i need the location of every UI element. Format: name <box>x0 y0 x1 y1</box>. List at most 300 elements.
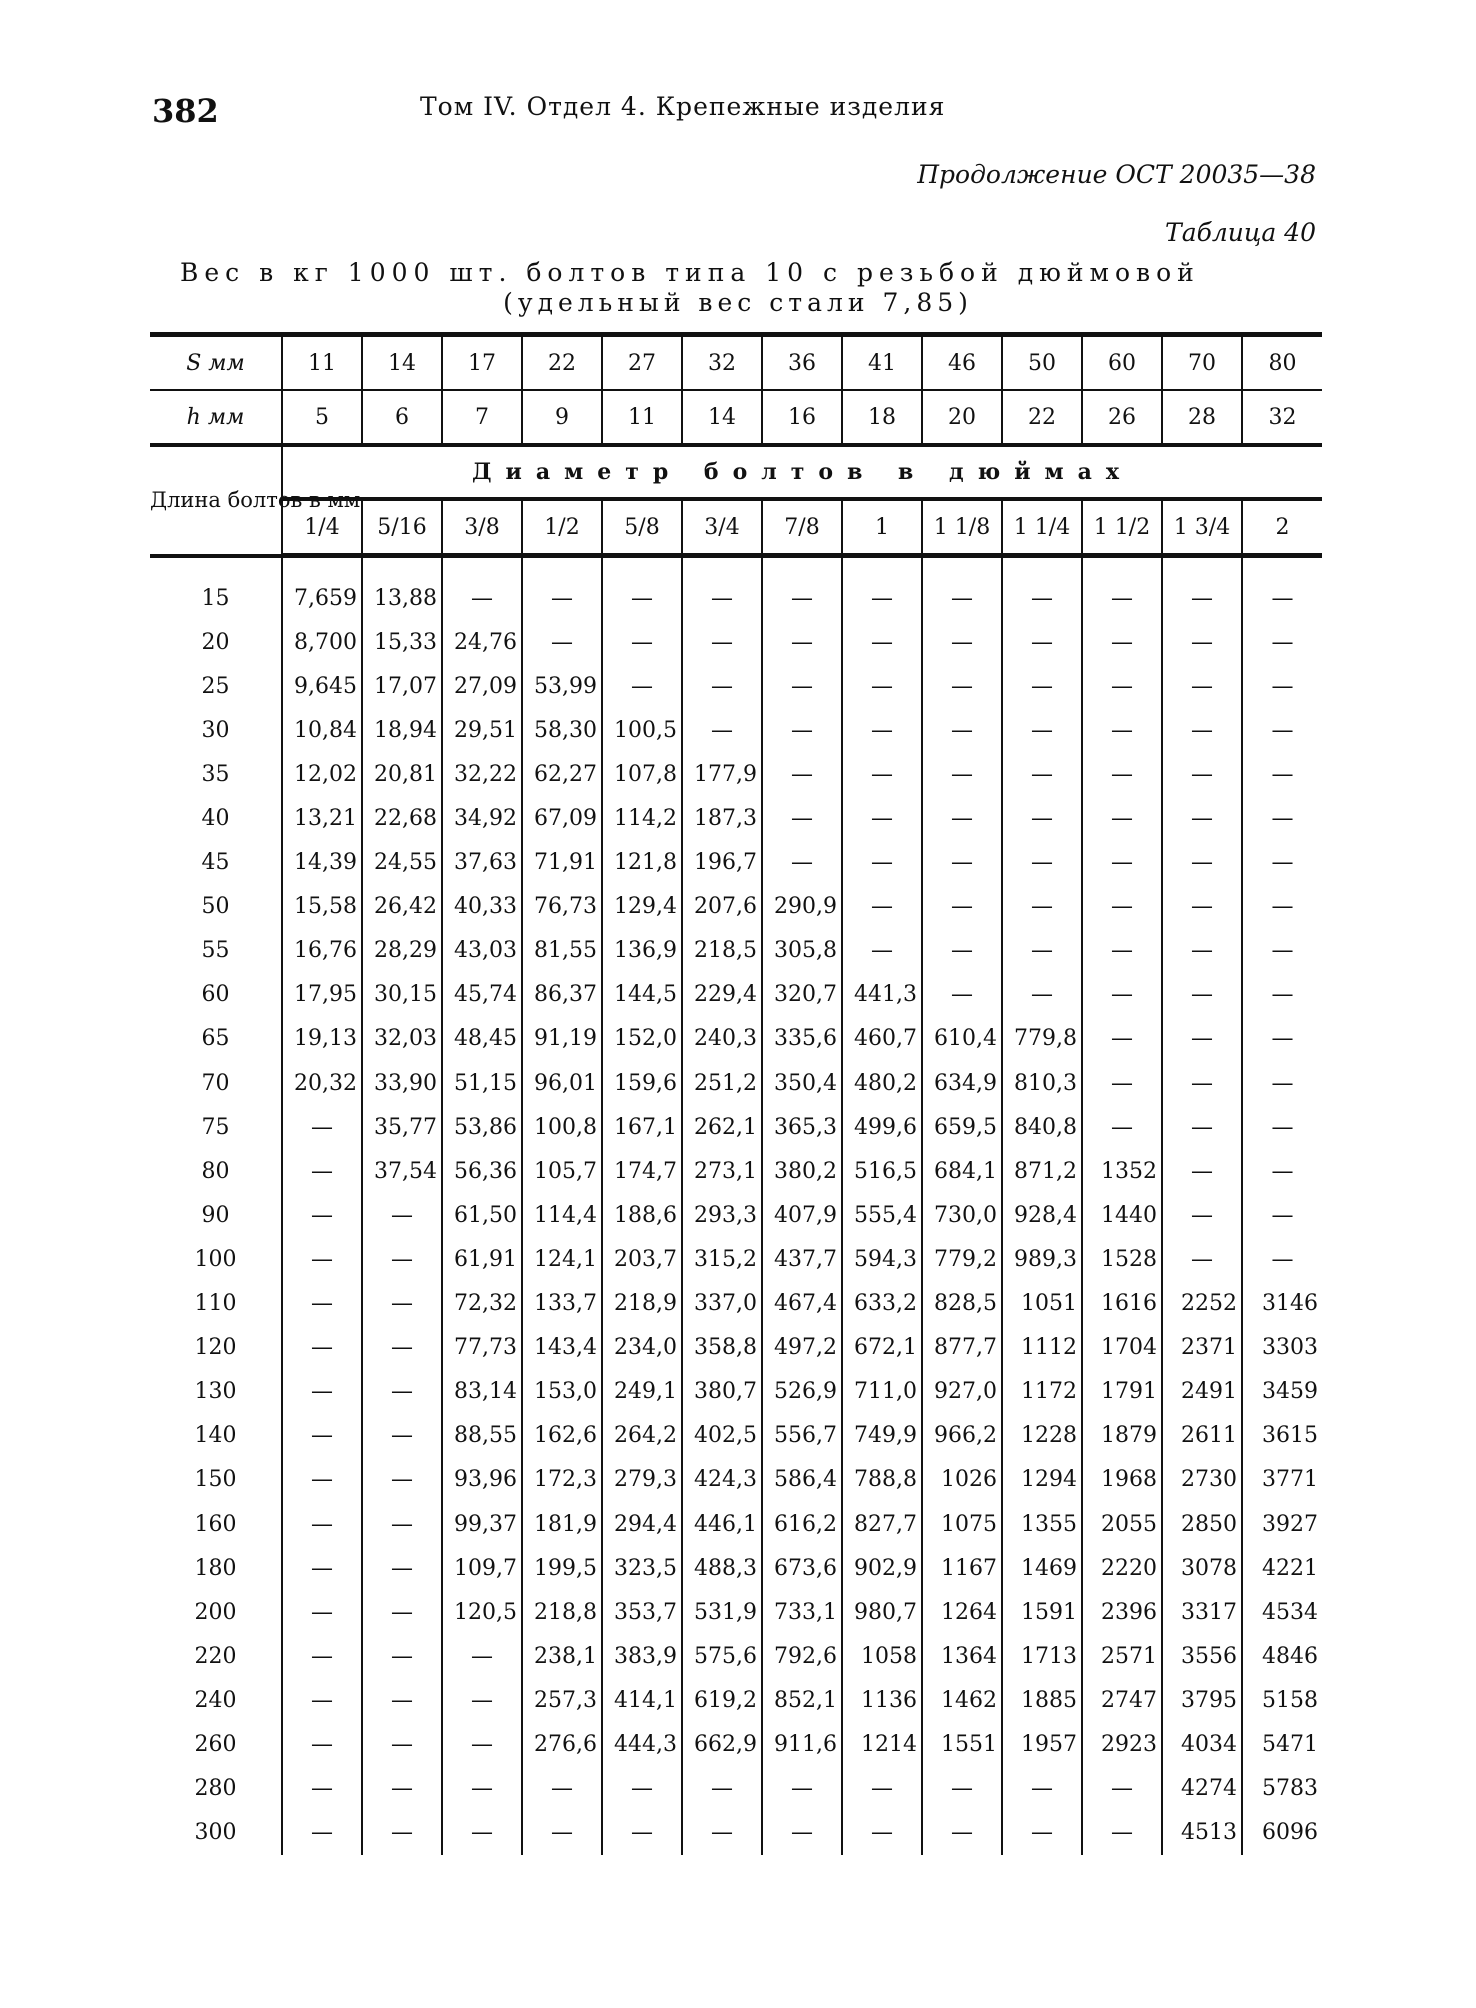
table-row <box>150 1722 1322 1766</box>
weight-cell: 779,8 <box>1002 1017 1082 1061</box>
table-row <box>150 1767 1322 1811</box>
length-cell: 20 <box>201 629 230 655</box>
weight-cell: — <box>762 708 842 752</box>
diameter-value: 1 <box>842 499 922 556</box>
weight-cell: — <box>1002 929 1082 973</box>
weight-cell: — <box>1162 885 1242 929</box>
weight-cell: 1228 <box>1002 1414 1082 1458</box>
weight-cell: — <box>282 1767 362 1811</box>
weight-cell: — <box>1082 1061 1162 1105</box>
h-value: 28 <box>1162 390 1242 445</box>
weight-cell: 1440 <box>1082 1193 1162 1237</box>
weight-cell: 2220 <box>1082 1546 1162 1590</box>
weight-cell: — <box>362 1634 442 1678</box>
weight-cell: — <box>922 1767 1002 1811</box>
weight-cell: 437,7 <box>762 1237 842 1281</box>
weight-cell: 273,1 <box>682 1149 762 1193</box>
weight-cell: 586,4 <box>762 1458 842 1502</box>
weight-cell: 927,0 <box>922 1370 1002 1414</box>
h-value: 9 <box>522 390 602 445</box>
weight-cell: — <box>842 929 922 973</box>
weight-cell: — <box>362 1370 442 1414</box>
weight-cell: — <box>362 1678 442 1722</box>
spacer-cell <box>1162 556 1242 577</box>
weight-cell: — <box>682 1767 762 1811</box>
weight-cell: — <box>282 1502 362 1546</box>
weight-cell: — <box>602 1811 682 1855</box>
s-value: 46 <box>922 335 1002 391</box>
weight-cell: — <box>762 796 842 840</box>
weight-cell: 61,91 <box>442 1237 522 1281</box>
weight-cell: — <box>1242 1193 1322 1237</box>
length-cell: 65 <box>201 1026 230 1052</box>
weight-cell: — <box>1242 664 1322 708</box>
weight-cell: 828,5 <box>922 1282 1002 1326</box>
weight-cell: 2747 <box>1082 1678 1162 1722</box>
weight-cell: — <box>1162 929 1242 973</box>
weight-cell: 610,4 <box>922 1017 1002 1061</box>
weight-cell: 424,3 <box>682 1458 762 1502</box>
weight-cell: 594,3 <box>842 1237 922 1281</box>
weight-cell: — <box>362 1502 442 1546</box>
weight-cell: 673,6 <box>762 1546 842 1590</box>
weight-cell: 3556 <box>1162 1634 1242 1678</box>
weight-cell: 320,7 <box>762 973 842 1017</box>
table-row <box>150 752 1322 796</box>
spacer-cell <box>682 556 762 577</box>
weight-cell: 902,9 <box>842 1546 922 1590</box>
weight-cell: — <box>282 1370 362 1414</box>
table-row <box>150 620 1322 664</box>
weight-cell: — <box>1082 576 1162 620</box>
weight-cell: 91,19 <box>522 1017 602 1061</box>
weight-cell: 3927 <box>1242 1502 1322 1546</box>
spacer-cell <box>362 556 442 577</box>
s-value: 41 <box>842 335 922 391</box>
weight-cell: 27,09 <box>442 664 522 708</box>
length-cell: 140 <box>194 1423 237 1449</box>
weight-cell: 779,2 <box>922 1237 1002 1281</box>
weight-cell: 124,1 <box>522 1237 602 1281</box>
spacer-cell <box>602 556 682 577</box>
weight-cell: — <box>762 576 842 620</box>
table-label: Таблица 40 <box>1165 218 1316 247</box>
length-cell: 120 <box>194 1335 237 1361</box>
weight-cell: 257,3 <box>522 1678 602 1722</box>
weight-cell: 262,1 <box>682 1105 762 1149</box>
table-caption: Вес в кг 1000 шт. болтов типа 10 с резьбой дюймовой <box>180 258 1200 287</box>
weight-cell: 249,1 <box>602 1370 682 1414</box>
weight-cell: 315,2 <box>682 1237 762 1281</box>
weight-cell: 634,9 <box>922 1061 1002 1105</box>
h-value: 18 <box>842 390 922 445</box>
weight-cell: 871,2 <box>1002 1149 1082 1193</box>
weight-cell: 659,5 <box>922 1105 1002 1149</box>
weight-cell: 1172 <box>1002 1370 1082 1414</box>
weight-cell: 1167 <box>922 1546 1002 1590</box>
weight-cell: — <box>1082 929 1162 973</box>
weight-cell: 928,4 <box>1002 1193 1082 1237</box>
weight-cell: 3771 <box>1242 1458 1322 1502</box>
weight-cell: 1462 <box>922 1678 1002 1722</box>
weight-cell: 619,2 <box>682 1678 762 1722</box>
weight-cell: 2491 <box>1162 1370 1242 1414</box>
weight-cell: — <box>1002 841 1082 885</box>
h-value: 7 <box>442 390 522 445</box>
weight-cell: — <box>442 1811 522 1855</box>
spacer-cell <box>522 556 602 577</box>
weight-cell: 45,74 <box>442 973 522 1017</box>
s-value: 36 <box>762 335 842 391</box>
weight-cell: 1214 <box>842 1722 922 1766</box>
weight-cell: — <box>1002 708 1082 752</box>
weight-cell: — <box>522 1767 602 1811</box>
weight-cell: 5783 <box>1242 1767 1322 1811</box>
weight-cell: 56,36 <box>442 1149 522 1193</box>
weight-cell: — <box>762 752 842 796</box>
table-row <box>150 1017 1322 1061</box>
weight-cell: 6096 <box>1242 1811 1322 1855</box>
weight-cell: — <box>682 620 762 664</box>
weight-cell: 733,1 <box>762 1590 842 1634</box>
table-row <box>150 841 1322 885</box>
weight-cell: — <box>1162 1017 1242 1061</box>
weight-cell: — <box>602 620 682 664</box>
weight-cell: 966,2 <box>922 1414 1002 1458</box>
weight-cell: 358,8 <box>682 1326 762 1370</box>
spacer-cell <box>1082 556 1162 577</box>
s-value: 22 <box>522 335 602 391</box>
table-row <box>150 1061 1322 1105</box>
weight-cell: 1879 <box>1082 1414 1162 1458</box>
s-value: 50 <box>1002 335 1082 391</box>
weight-cell: 1364 <box>922 1634 1002 1678</box>
weight-cell: — <box>842 708 922 752</box>
table-row <box>150 1105 1322 1149</box>
weight-cell: 37,63 <box>442 841 522 885</box>
weight-cell: 234,0 <box>602 1326 682 1370</box>
weight-cell: 380,7 <box>682 1370 762 1414</box>
weight-cell: 1136 <box>842 1678 922 1722</box>
weight-cell: — <box>602 576 682 620</box>
length-cell: 75 <box>201 1114 230 1140</box>
continuation-note: Продолжение ОСТ 20035—38 <box>917 160 1316 189</box>
diameter-value: 1 1/4 <box>1002 499 1082 556</box>
weight-cell: 1264 <box>922 1590 1002 1634</box>
table-row <box>150 1458 1322 1502</box>
s-value: 80 <box>1242 335 1322 391</box>
weight-cell: 105,7 <box>522 1149 602 1193</box>
weight-cell: — <box>762 841 842 885</box>
weight-cell: — <box>282 1590 362 1634</box>
weight-cell: 730,0 <box>922 1193 1002 1237</box>
diameter-value: 3/8 <box>442 499 522 556</box>
weight-cell: — <box>1082 664 1162 708</box>
spacer-cell <box>762 556 842 577</box>
length-cell: 50 <box>201 894 230 920</box>
weight-cell: 51,15 <box>442 1061 522 1105</box>
weight-cell: 380,2 <box>762 1149 842 1193</box>
weight-cell: 218,8 <box>522 1590 602 1634</box>
length-cell: 280 <box>194 1776 237 1802</box>
weight-cell: 1051 <box>1002 1282 1082 1326</box>
weight-cell: — <box>1162 841 1242 885</box>
weight-cell: — <box>362 1458 442 1502</box>
length-cell: 40 <box>201 806 230 832</box>
weight-cell: — <box>1242 620 1322 664</box>
weight-cell: 18,94 <box>362 708 442 752</box>
weight-cell: — <box>842 841 922 885</box>
weight-cell: — <box>1082 1767 1162 1811</box>
h-value: 16 <box>762 390 842 445</box>
weight-cell: — <box>1162 708 1242 752</box>
weight-cell: — <box>362 1193 442 1237</box>
weight-cell: 19,13 <box>282 1017 362 1061</box>
weight-cell: 29,51 <box>442 708 522 752</box>
weight-cell: 43,03 <box>442 929 522 973</box>
weight-cell: — <box>282 1149 362 1193</box>
weight-cell: 32,03 <box>362 1017 442 1061</box>
spacer-cell <box>842 556 922 577</box>
weight-cell: 5158 <box>1242 1678 1322 1722</box>
weight-cell: — <box>1242 929 1322 973</box>
weight-cell: — <box>1002 796 1082 840</box>
diameter-value: 1/4 <box>282 499 362 556</box>
s-value: 27 <box>602 335 682 391</box>
weight-cell: — <box>282 1678 362 1722</box>
length-cell: 70 <box>201 1070 230 1096</box>
weight-cell: — <box>842 664 922 708</box>
weight-cell: 48,45 <box>442 1017 522 1061</box>
weight-cell: 4513 <box>1162 1811 1242 1855</box>
table-row <box>150 1546 1322 1590</box>
weight-cell: 497,2 <box>762 1326 842 1370</box>
weight-cell: 684,1 <box>922 1149 1002 1193</box>
weight-cell: 1355 <box>1002 1502 1082 1546</box>
weight-cell: — <box>922 752 1002 796</box>
weight-cell: 207,6 <box>682 885 762 929</box>
spacer-cell <box>922 556 1002 577</box>
weight-cell: 1026 <box>922 1458 1002 1502</box>
weight-cell: 792,6 <box>762 1634 842 1678</box>
weight-cell: — <box>362 1282 442 1326</box>
weight-cell: 294,4 <box>602 1502 682 1546</box>
page-number: 382 <box>152 92 219 130</box>
weight-cell: — <box>762 1767 842 1811</box>
weight-cell: — <box>1002 664 1082 708</box>
s-label: S мм <box>150 335 282 391</box>
weight-cell: 2923 <box>1082 1722 1162 1766</box>
weight-cell: — <box>1162 1105 1242 1149</box>
weight-cell: 114,2 <box>602 796 682 840</box>
weight-cell: — <box>602 1767 682 1811</box>
weight-cell: 174,7 <box>602 1149 682 1193</box>
weight-cell: — <box>282 1458 362 1502</box>
weight-cell: 3615 <box>1242 1414 1322 1458</box>
weight-cell: — <box>1242 796 1322 840</box>
table-row <box>150 1590 1322 1634</box>
weight-cell: 2850 <box>1162 1502 1242 1546</box>
weight-cell: 24,76 <box>442 620 522 664</box>
weight-cell: 2371 <box>1162 1326 1242 1370</box>
weight-cell: — <box>922 841 1002 885</box>
weight-cell: 162,6 <box>522 1414 602 1458</box>
s-value: 17 <box>442 335 522 391</box>
weight-cell: 290,9 <box>762 885 842 929</box>
weight-cell: 76,73 <box>522 885 602 929</box>
weight-cell: 1551 <box>922 1722 1002 1766</box>
weight-cell: — <box>1242 708 1322 752</box>
weight-cell: 323,5 <box>602 1546 682 1590</box>
weight-cell: — <box>1162 1193 1242 1237</box>
weight-cell: 15,33 <box>362 620 442 664</box>
weight-cell: 749,9 <box>842 1414 922 1458</box>
weight-cell: — <box>1242 576 1322 620</box>
weight-cell: 81,55 <box>522 929 602 973</box>
weight-cell: — <box>1162 973 1242 1017</box>
weight-cell: — <box>682 708 762 752</box>
weight-cell: 1957 <box>1002 1722 1082 1766</box>
length-cell: 55 <box>201 938 230 964</box>
weight-cell: 499,6 <box>842 1105 922 1149</box>
length-cell: 240 <box>194 1687 237 1713</box>
weight-cell: — <box>682 576 762 620</box>
h-label: h мм <box>150 390 282 445</box>
weight-cell: 480,2 <box>842 1061 922 1105</box>
weight-cell: — <box>1162 752 1242 796</box>
weight-cell: 188,6 <box>602 1193 682 1237</box>
weight-cell: 37,54 <box>362 1149 442 1193</box>
weight-cell: 88,55 <box>442 1414 522 1458</box>
weight-cell: — <box>1162 576 1242 620</box>
weight-cell: — <box>1082 620 1162 664</box>
weight-cell: 114,4 <box>522 1193 602 1237</box>
diameter-value: 2 <box>1242 499 1322 556</box>
weight-cell: — <box>1082 752 1162 796</box>
weight-cell: 53,86 <box>442 1105 522 1149</box>
running-head: Том IV. Отдел 4. Крепежные изделия <box>420 92 946 121</box>
table-row <box>150 1193 1322 1237</box>
weight-cell: 616,2 <box>762 1502 842 1546</box>
length-cell: 25 <box>201 673 230 699</box>
weight-cell: 100,8 <box>522 1105 602 1149</box>
weight-cell: 143,4 <box>522 1326 602 1370</box>
weight-cell: 1112 <box>1002 1326 1082 1370</box>
table-row <box>150 1237 1322 1281</box>
weight-cell: 633,2 <box>842 1282 922 1326</box>
s-value: 32 <box>682 335 762 391</box>
weight-cell: 196,7 <box>682 841 762 885</box>
weight-cell: 17,95 <box>282 973 362 1017</box>
diameter-value: 3/4 <box>682 499 762 556</box>
weight-cell: — <box>1002 973 1082 1017</box>
weight-cell: 40,33 <box>442 885 522 929</box>
weight-cell: 516,5 <box>842 1149 922 1193</box>
weight-cell: 350,4 <box>762 1061 842 1105</box>
weight-cell: — <box>922 576 1002 620</box>
weight-cell: — <box>1082 1017 1162 1061</box>
weight-cell: 58,30 <box>522 708 602 752</box>
weight-cell: 877,7 <box>922 1326 1002 1370</box>
weight-cell: 531,9 <box>682 1590 762 1634</box>
diameter-value: 1 1/8 <box>922 499 1002 556</box>
weight-cell: 672,1 <box>842 1326 922 1370</box>
weight-cell: 121,8 <box>602 841 682 885</box>
weight-cell: 1075 <box>922 1502 1002 1546</box>
diameter-value: 5/8 <box>602 499 682 556</box>
table-row <box>150 885 1322 929</box>
weight-cell: — <box>362 1546 442 1590</box>
weight-cell: 1616 <box>1082 1282 1162 1326</box>
weight-cell: — <box>1242 1017 1322 1061</box>
weight-cell: — <box>282 1546 362 1590</box>
weight-cell: — <box>1162 620 1242 664</box>
table-row <box>150 973 1322 1017</box>
weight-cell: 1713 <box>1002 1634 1082 1678</box>
weight-cell: 980,7 <box>842 1590 922 1634</box>
weight-cell: — <box>842 885 922 929</box>
weight-cell: — <box>842 576 922 620</box>
weight-cell: 93,96 <box>442 1458 522 1502</box>
spacer-cell <box>150 556 282 577</box>
weight-cell: 9,645 <box>282 664 362 708</box>
h-value: 5 <box>282 390 362 445</box>
weight-cell: 2571 <box>1082 1634 1162 1678</box>
weight-cell: — <box>1002 885 1082 929</box>
weight-cell: — <box>362 1414 442 1458</box>
length-cell: 80 <box>201 1158 230 1184</box>
weight-cell: 86,37 <box>522 973 602 1017</box>
weight-cell: — <box>922 929 1002 973</box>
weight-cell: 3317 <box>1162 1590 1242 1634</box>
weight-cell: — <box>922 885 1002 929</box>
weight-cell: 172,3 <box>522 1458 602 1502</box>
weight-cell: 12,02 <box>282 752 362 796</box>
weight-cell: — <box>922 664 1002 708</box>
length-cell: 180 <box>194 1555 237 1581</box>
weight-cell: 2055 <box>1082 1502 1162 1546</box>
weight-cell: 13,88 <box>362 576 442 620</box>
weight-cell: — <box>762 1811 842 1855</box>
weight-cell: 446,1 <box>682 1502 762 1546</box>
weight-cell: 4534 <box>1242 1590 1322 1634</box>
length-cell: 60 <box>201 982 230 1008</box>
weight-cell: 4274 <box>1162 1767 1242 1811</box>
weight-cell: — <box>1242 841 1322 885</box>
weight-cell: 662,9 <box>682 1722 762 1766</box>
weight-cell: 100,5 <box>602 708 682 752</box>
weight-cell: 3146 <box>1242 1282 1322 1326</box>
s-value: 11 <box>282 335 362 391</box>
weight-cell: — <box>682 664 762 708</box>
length-cell: 150 <box>194 1467 237 1493</box>
weight-cell: — <box>442 1678 522 1722</box>
weight-cell: 15,58 <box>282 885 362 929</box>
weight-cell: 5471 <box>1242 1722 1322 1766</box>
table-row <box>150 576 1322 620</box>
h-value: 26 <box>1082 390 1162 445</box>
diameter-title-row <box>150 445 1322 499</box>
weight-cell: 293,3 <box>682 1193 762 1237</box>
weight-cell: 17,07 <box>362 664 442 708</box>
table-row <box>150 929 1322 973</box>
table-row <box>150 664 1322 708</box>
weight-cell: 279,3 <box>602 1458 682 1502</box>
weight-cell: — <box>1242 752 1322 796</box>
table-caption-subtitle: (удельный вес стали 7,85) <box>503 288 973 317</box>
weight-cell: — <box>1002 1811 1082 1855</box>
weight-cell: 2730 <box>1162 1458 1242 1502</box>
